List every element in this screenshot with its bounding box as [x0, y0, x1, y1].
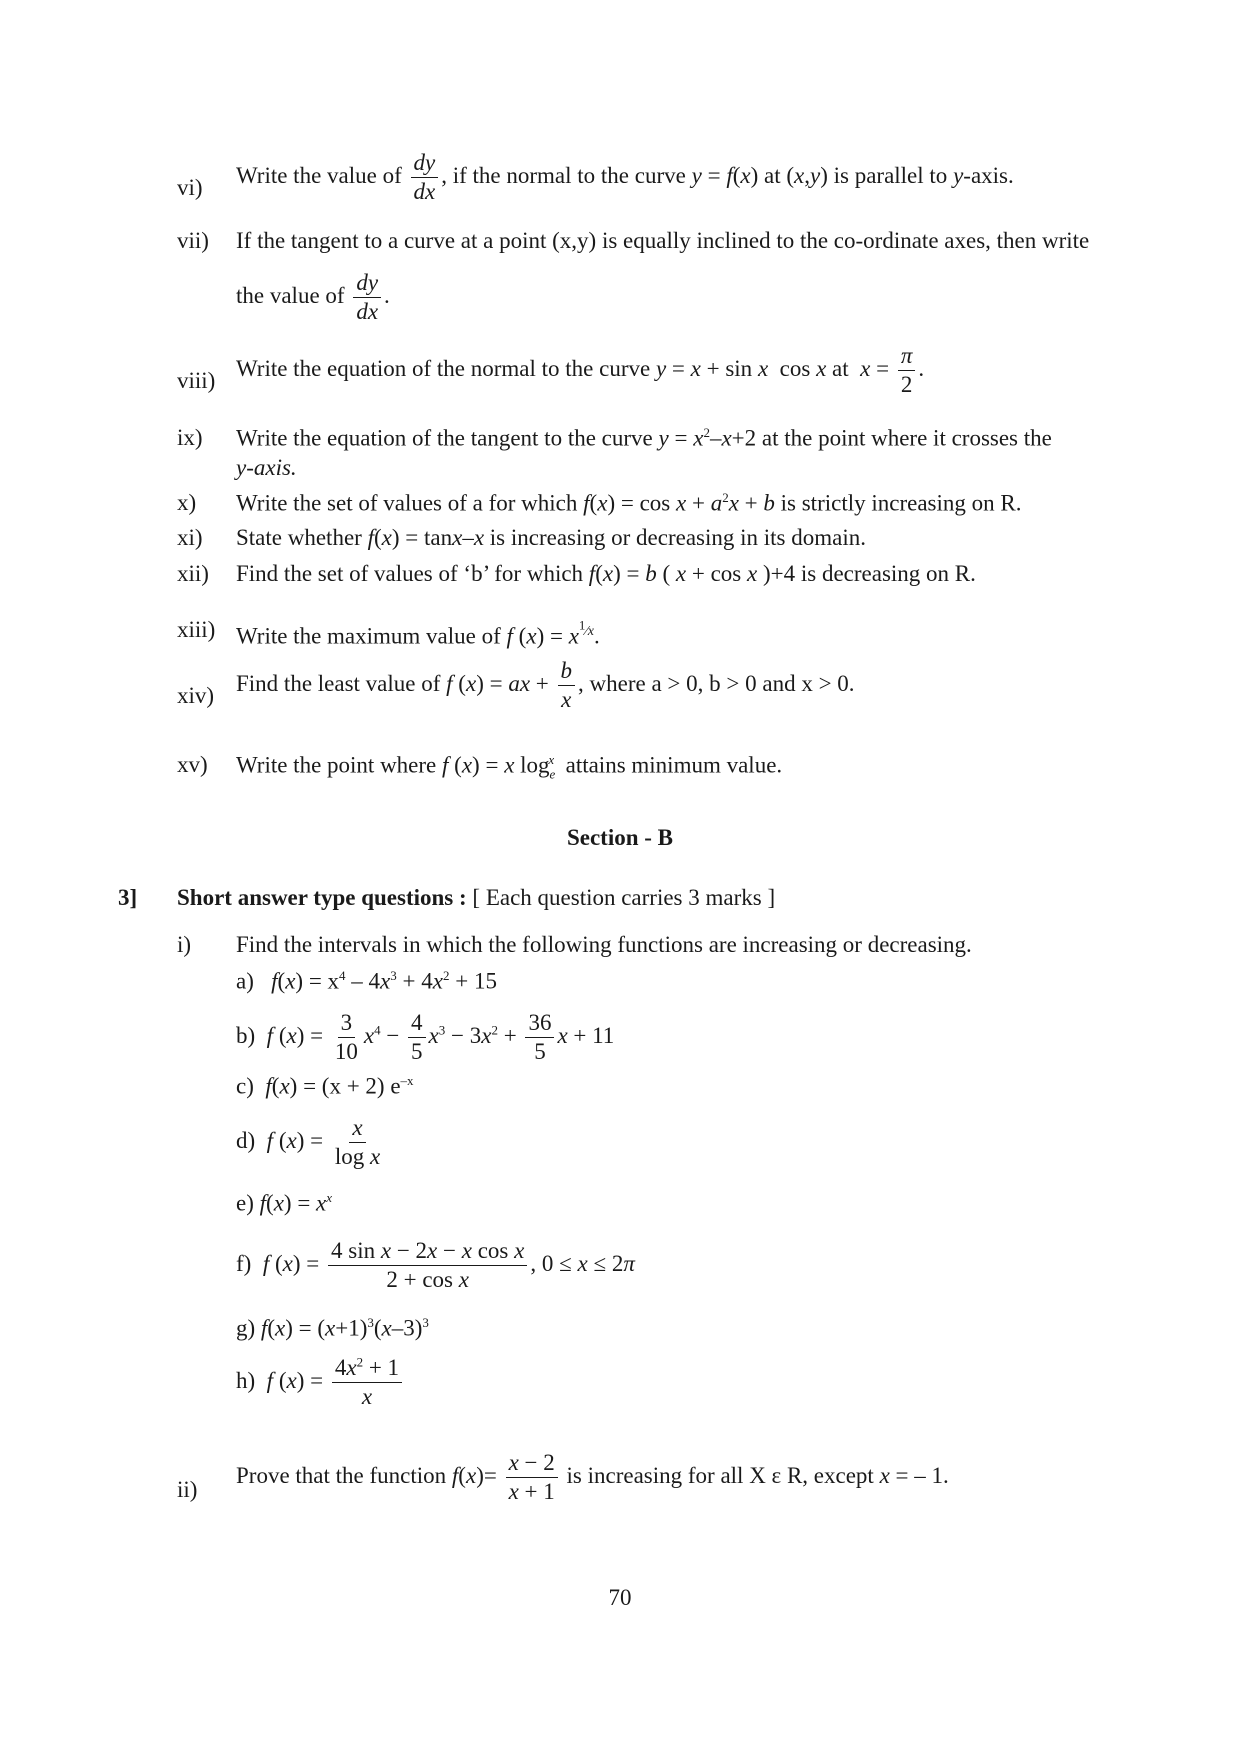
item-number: xii)	[177, 561, 209, 586]
text-part: Find the set of values of ‘b’ for which	[236, 561, 589, 586]
item-text: Write the point where f (x) = x $\log_e^x$ attains minimum value.	[236, 752, 783, 782]
part-text: b) f (x) = $\frac{3}{10}$ $x^4$ − $\frac{4}{5}$ $x^3 - 3x^2$ + $\frac{36}{5}$ x + 11	[236, 1010, 615, 1065]
item-text: Find the intervals in which the following functions are increasing or decreasing.	[236, 932, 972, 957]
part-label: b)	[236, 1023, 256, 1049]
fraction-x-minus-2-over-x-plus-1: $\frac{x - 2}{x + 1}$	[506, 1450, 558, 1506]
text-part: is decreasing on R.	[795, 561, 976, 586]
text-part: , if the normal to the curve	[441, 163, 692, 189]
text-part: Write the maximum value of	[236, 623, 507, 649]
text-part: at the point where it crosses the	[756, 425, 1052, 451]
item-number: xv)	[177, 752, 208, 777]
item-text: Find the least value of f (x) = ax + $\frac{b}{x}$ , where a > 0, b > 0 and x > 0.	[236, 658, 855, 713]
part-text: f) f (x) = $\frac{\text{4 sin x − 2x − x cos x}}{\text{2 + cos x}}$ , 0 ≤ x ≤ 2π	[236, 1238, 635, 1293]
page-number: 70	[608, 1585, 632, 1610]
item-number: viii)	[177, 368, 216, 393]
question-heading	[177, 885, 775, 911]
question-number: 3]	[118, 885, 138, 910]
text-part: Write the point where	[236, 752, 443, 778]
item-text: Write the maximum value of f $(x) = x^{^1⁄x}$.	[236, 617, 600, 649]
part-text: d) f (x) = $\frac{x}{\text{log x}}$	[236, 1115, 381, 1170]
item-number: ii)	[177, 1477, 198, 1502]
item-text-line-1: If the tangent to a curve at a point (x,y) is equally inclined to the co-ordinate axes, then write	[236, 228, 1090, 253]
text-part: is strictly increasing on R.	[774, 490, 1022, 516]
text-part: Write the equation of the normal to the curve	[236, 356, 656, 382]
part-text: a) $f(x) = x^4 - 4x^3 + 4x^2 + 15$	[236, 968, 497, 994]
item-number: i)	[177, 932, 192, 957]
part-text: g) $f(x) = (x+1)^3(x-3)^3$	[236, 1315, 429, 1341]
item-text-line-2: y-axis.	[236, 455, 297, 480]
item-text: Prove that the function f(x)= $\frac{x - 2}{x + 1}$ is increasing for all X ε R, except x = – 1.	[236, 1450, 949, 1505]
text-part: , where a > 0, b > 0 and x > 0.	[578, 671, 855, 697]
part-label: c)	[236, 1073, 254, 1099]
part-label: f)	[236, 1251, 252, 1277]
part-label: a)	[236, 968, 254, 994]
text-part: Find the least value of	[236, 671, 447, 697]
fraction-dy-dx: $\frac{dy}{dx}$	[353, 270, 381, 326]
heading-label: Short answer type questions :	[177, 885, 467, 910]
fraction-dy-dx: $\frac{dy}{dx}$	[411, 150, 439, 206]
item-number: vi)	[177, 175, 203, 200]
text-part: is increasing or decreasing in its domain.	[484, 525, 866, 550]
item-text-line-1: Write the equation of the tangent to the curve $y = x^2-x+2$ at the point where it crosses the	[236, 425, 1052, 451]
part-label: d)	[236, 1128, 256, 1154]
section-title: Section - B	[566, 825, 674, 850]
text-part: the value of	[236, 283, 351, 309]
item-number: xiii)	[177, 617, 216, 642]
fraction-b-over-x: $\frac{b}{x}$	[558, 658, 576, 714]
part-label: h)	[236, 1368, 256, 1394]
part-text: e) $f(x) = x^x$	[236, 1190, 333, 1216]
item-text: Write the equation of the normal to the curve y = x + sin x cos x at x = $\frac{\pi}{2}$ .	[236, 343, 925, 398]
item-number: xi)	[177, 525, 203, 550]
text-part: Prove that the function	[236, 1463, 452, 1489]
item-number: x)	[177, 490, 197, 515]
part-text: c) f(x) = (x + 2) $e^{-x}$	[236, 1073, 414, 1099]
text-part: attains minimum value.	[559, 752, 783, 778]
text-part: Write the set of values of a for which	[236, 490, 584, 516]
fraction-pi-over-2: $\frac{\pi}{2}$	[898, 343, 916, 399]
item-text-line-2: the value of $\frac{dy}{dx}$ .	[236, 270, 390, 325]
part-text: h) f (x) = $\frac{4x^2 + 1}{x}$	[236, 1355, 405, 1411]
part-label: g)	[236, 1315, 256, 1341]
item-number: ix)	[177, 425, 203, 450]
part-label: e)	[236, 1190, 254, 1216]
text-part: is increasing for all X ε R, except	[566, 1463, 880, 1489]
text-part: State whether	[236, 525, 368, 550]
marks-note: [ Each question carries 3 marks ]	[466, 885, 776, 910]
text-part: Write the equation of the tangent to the curve	[236, 425, 659, 451]
item-number: xiv)	[177, 683, 215, 708]
item-text: Find the set of values of ‘b’ for which f(x) = b ( x + cos x )+4 is decreasing on R.	[236, 561, 976, 586]
item-number: vii)	[177, 228, 209, 253]
item-text: Write the value of $\frac{dy}{dx}$ , if the normal to the curve y = f(x) at (x,y) is parallel to y-axis.	[236, 150, 1014, 205]
item-text: State whether f(x) = tanx–x is increasing or decreasing in its domain.	[236, 525, 866, 550]
item-text: Write the set of values of a for which $f(x) = \cos x + a^2x + b$ is strictly increasing on R.	[236, 490, 1022, 516]
text-part: Write the value of	[236, 163, 408, 189]
